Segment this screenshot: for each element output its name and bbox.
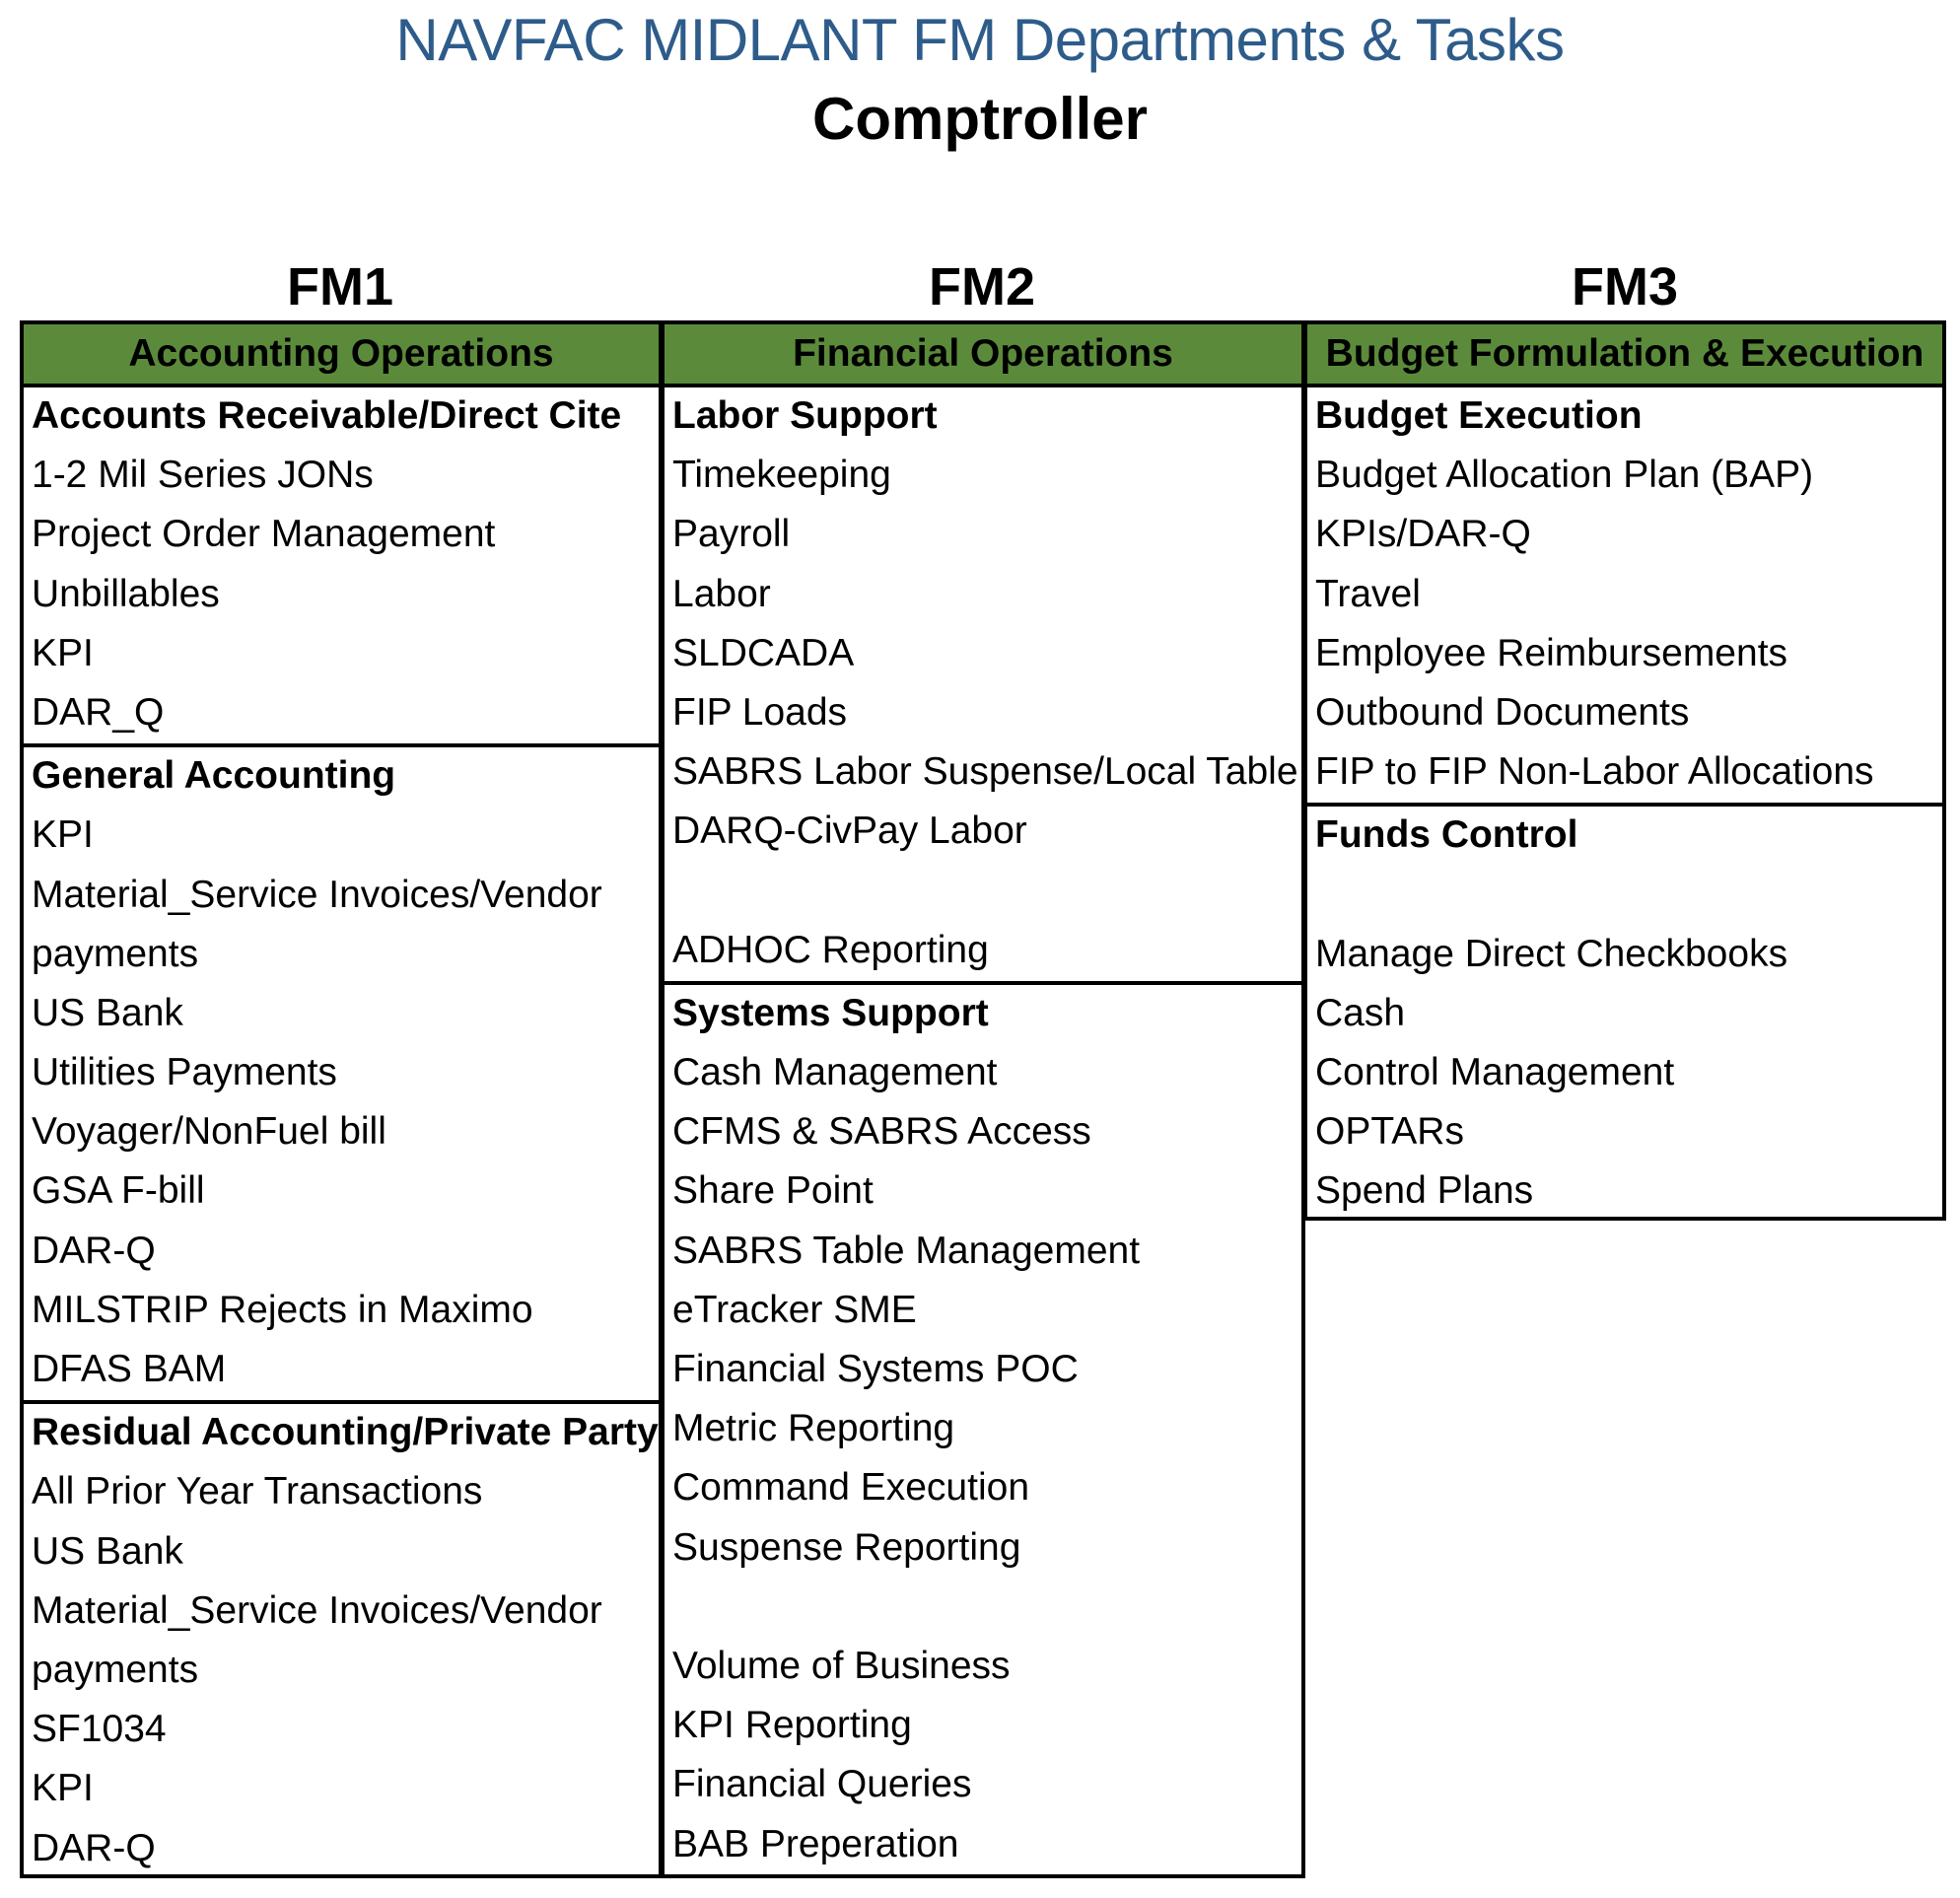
task-section <box>1307 387 1942 807</box>
task-section <box>24 387 659 747</box>
task-item: Spend Plans <box>1315 1169 1534 1213</box>
task-item: DARQ-CivPay Labor <box>672 809 1027 853</box>
page-subtitle: Comptroller <box>811 86 1149 152</box>
fm2-label: FM2 <box>929 257 1035 316</box>
task-section <box>1307 807 1942 1222</box>
task-item: DAR-Q <box>32 1229 156 1272</box>
section-title: Budget Execution <box>1315 394 1643 437</box>
task-item <box>665 1579 1301 1638</box>
fm3-label: FM3 <box>1572 257 1678 316</box>
column-header: Financial Operations <box>665 324 1301 387</box>
task-item: Control Management <box>1315 1051 1675 1094</box>
section-title: Residual Accounting/Private Party <box>32 1411 659 1454</box>
task-section <box>24 1404 659 1879</box>
task-item: Financial Queries <box>672 1763 972 1806</box>
task-item: payments <box>32 1648 199 1691</box>
task-item: KPI <box>32 813 94 857</box>
task-item: GSA F-bill <box>32 1169 205 1213</box>
task-item: Utilities Payments <box>32 1051 337 1094</box>
task-item: FIP to FIP Non-Labor Allocations <box>1315 750 1874 794</box>
task-item: Manage Direct Checkbooks <box>1315 932 1788 975</box>
task-item: SF1034 <box>32 1708 167 1751</box>
task-item: payments <box>32 932 199 975</box>
section-title: General Accounting <box>32 754 396 798</box>
task-item: Financial Systems POC <box>672 1348 1079 1390</box>
task-item: DFAS BAM <box>32 1348 227 1390</box>
task-item: KPI Reporting <box>672 1704 912 1747</box>
task-item: Material_Service Invoices/Vendor <box>32 1588 602 1632</box>
task-section <box>665 387 1301 985</box>
task-item: Material_Service Invoices/Vendor <box>32 873 602 916</box>
task-item: Cash <box>1315 991 1406 1034</box>
section-title: Accounts Receivable/Direct Cite <box>32 394 622 437</box>
task-item: US Bank <box>32 991 183 1034</box>
task-item: Command Execution <box>672 1466 1030 1510</box>
task-section <box>24 747 659 1404</box>
task-item: KPI <box>32 1767 94 1810</box>
task-item: DAR_Q <box>32 690 165 734</box>
task-item: KPI <box>32 631 94 674</box>
task-item: Metric Reporting <box>672 1407 955 1450</box>
task-item: Timekeeping <box>672 454 891 497</box>
task-item: OPTARs <box>1315 1110 1464 1154</box>
task-item: 1-2 Mil Series JONs <box>32 454 374 497</box>
fm1-label: FM1 <box>287 257 393 316</box>
task-item: Travel <box>1315 572 1421 615</box>
fm2-column <box>661 320 1305 1878</box>
section-title: Labor Support <box>672 394 938 437</box>
fm1-column <box>20 320 663 1878</box>
column-header: Budget Formulation & Execution <box>1307 324 1942 387</box>
task-item: Volume of Business <box>672 1644 1011 1687</box>
task-item: CFMS & SABRS Access <box>672 1110 1091 1154</box>
task-item: Project Order Management <box>32 513 496 556</box>
task-item <box>665 863 1301 922</box>
task-item: MILSTRIP Rejects in Maximo <box>32 1288 533 1331</box>
task-item: Budget Allocation Plan (BAP) <box>1315 454 1814 497</box>
task-item: Payroll <box>672 513 791 556</box>
task-item: SLDCADA <box>672 631 855 674</box>
task-item: DAR-Q <box>32 1826 156 1869</box>
task-item: FIP Loads <box>672 690 848 734</box>
fm3-column <box>1303 320 1946 1221</box>
page-title: NAVFAC MIDLANT FM Departments & Tasks <box>395 7 1565 73</box>
task-item: Unbillables <box>32 572 220 615</box>
task-item: Employee Reimbursements <box>1315 631 1788 674</box>
task-item: US Bank <box>32 1529 183 1573</box>
task-item: Outbound Documents <box>1315 690 1690 734</box>
section-title: Systems Support <box>672 991 989 1034</box>
column-header: Accounting Operations <box>24 324 659 387</box>
task-item <box>1307 867 1942 926</box>
task-item: eTracker SME <box>672 1288 917 1331</box>
task-item: Voyager/NonFuel bill <box>32 1110 386 1154</box>
task-item: All Prior Year Transactions <box>32 1470 483 1513</box>
task-item: Suspense Reporting <box>672 1525 1021 1569</box>
task-item: BAB Preperation <box>672 1822 959 1865</box>
task-item: ADHOC Reporting <box>672 928 989 971</box>
task-item: SABRS Labor Suspense/Local Table <box>672 750 1298 794</box>
section-title: Funds Control <box>1315 813 1578 857</box>
task-item: Labor <box>672 572 771 615</box>
task-item: Cash Management <box>672 1051 998 1094</box>
task-item: SABRS Table Management <box>672 1229 1141 1272</box>
task-section <box>665 985 1301 1875</box>
task-item: KPIs/DAR-Q <box>1315 513 1531 556</box>
task-item: Share Point <box>672 1169 874 1213</box>
